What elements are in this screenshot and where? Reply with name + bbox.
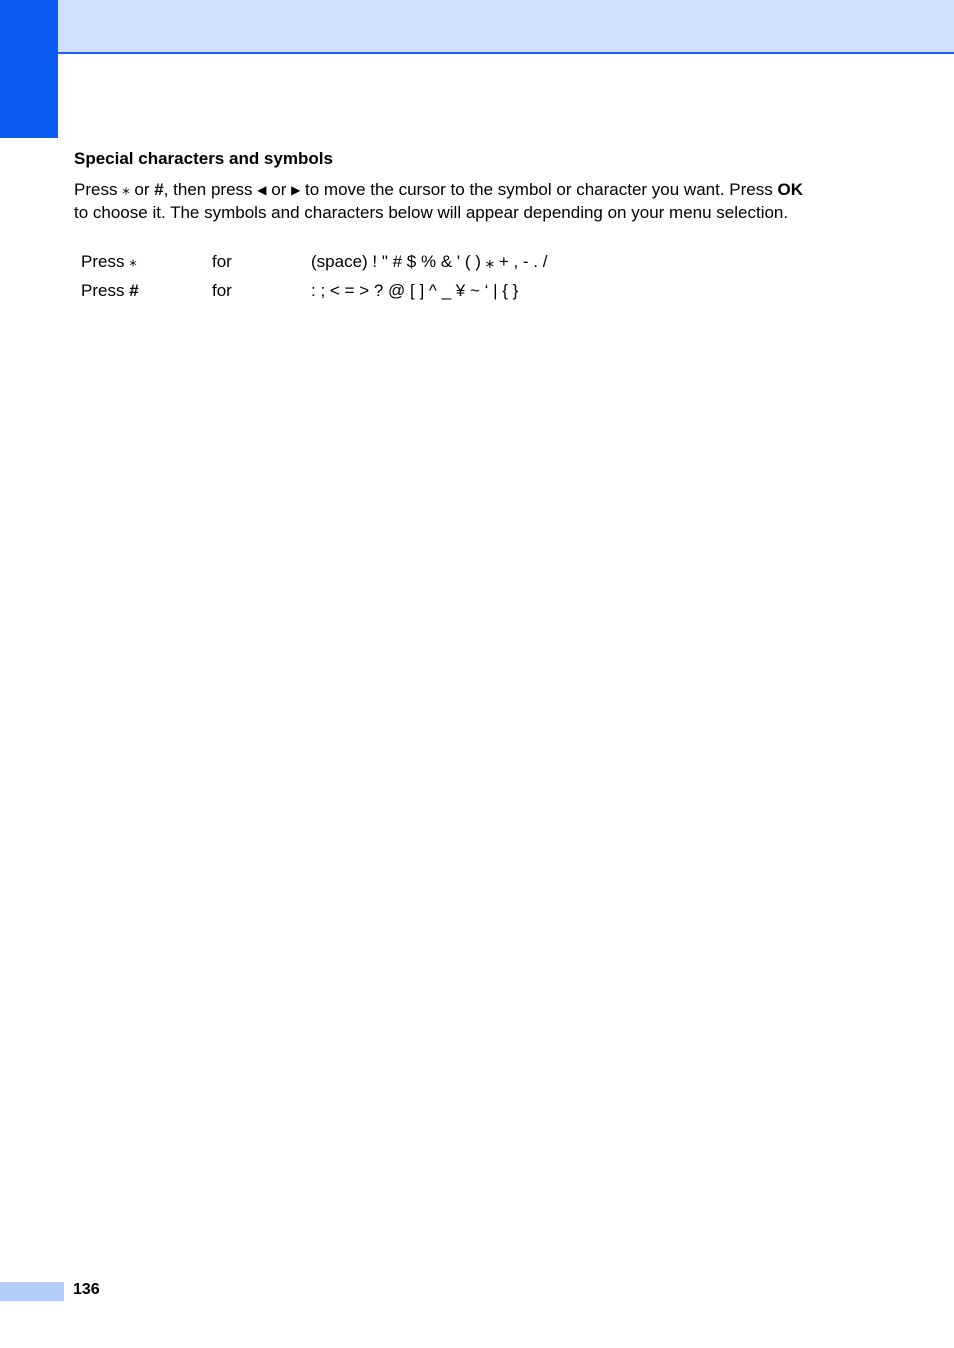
ok-key: OK bbox=[777, 180, 803, 199]
press-label: Press bbox=[81, 252, 130, 271]
intro-or-text-2: or bbox=[266, 180, 292, 199]
symbol-table bbox=[81, 252, 781, 310]
intro-line-1 bbox=[74, 179, 874, 202]
intro-then-text: , then press bbox=[163, 180, 258, 199]
for-label: for bbox=[212, 281, 232, 300]
character-list: : ; < = > ? @ [ ] ^ _ ¥ ~ ‘ | { } bbox=[311, 281, 519, 300]
left-arrow-icon: ◀ bbox=[257, 183, 267, 197]
page-number: 136 bbox=[73, 1281, 100, 1298]
character-list: (space) ! " # $ % & ' ( ) ⁎ + , - . / bbox=[311, 252, 548, 271]
right-arrow-icon: ▶ bbox=[291, 183, 301, 197]
for-label: for bbox=[212, 252, 232, 271]
symbol-row-star bbox=[81, 252, 781, 281]
symbol-row-hash bbox=[81, 281, 781, 310]
chapter-tab bbox=[0, 0, 58, 138]
hash-key: # bbox=[154, 180, 164, 199]
intro-paragraph bbox=[74, 179, 874, 224]
intro-press-text: Press bbox=[74, 180, 123, 199]
press-label: Press bbox=[81, 281, 130, 300]
hash-key: # bbox=[129, 281, 139, 300]
star-key-icon: ⁎ bbox=[129, 253, 137, 270]
intro-or-text: or bbox=[129, 180, 155, 199]
star-key-icon: ⁎ bbox=[122, 181, 130, 198]
section-title: Special characters and symbols bbox=[74, 149, 333, 168]
intro-line-2: to choose it. The symbols and characters below will appear depending on your menu selection. bbox=[74, 203, 789, 222]
press-key-cell bbox=[81, 252, 137, 272]
header-band bbox=[58, 0, 954, 54]
footer-band bbox=[0, 1282, 64, 1301]
press-key-cell bbox=[81, 281, 139, 301]
intro-move-text: to move the cursor to the symbol or character you want. Press bbox=[300, 180, 778, 199]
